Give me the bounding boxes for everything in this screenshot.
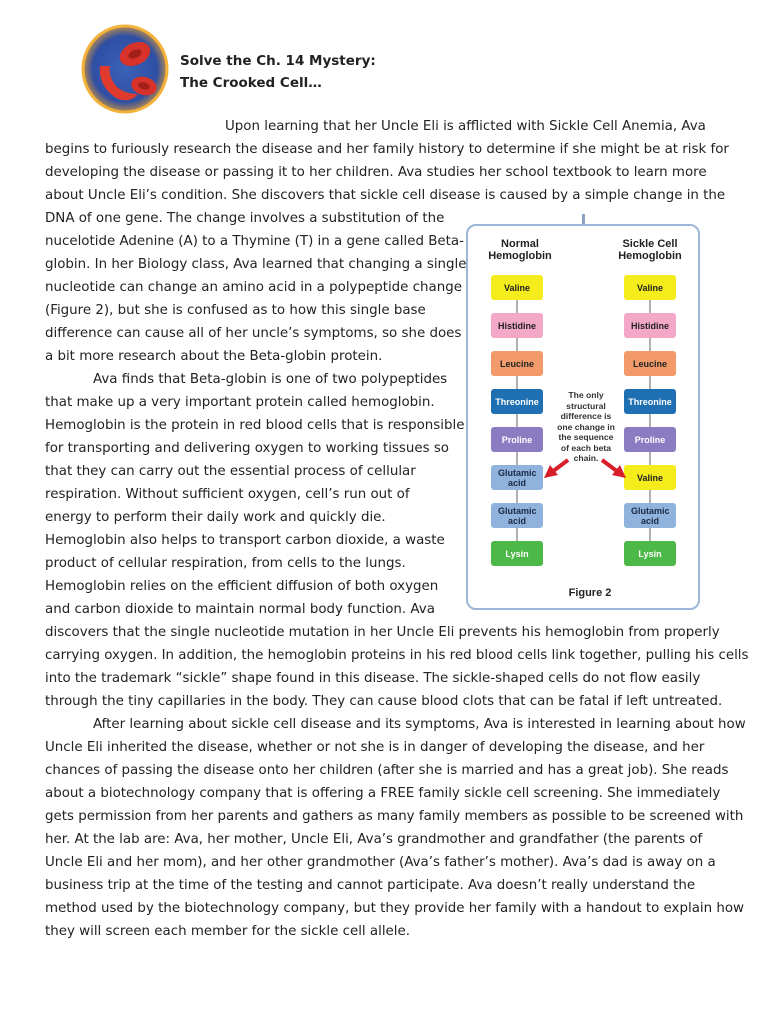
body-line: they will screen each member for the sickle cell allele.: [45, 924, 410, 939]
body-line: difference can cause all of her uncle’s symptoms, so she does: [45, 326, 462, 341]
red-blood-cell-icon: [80, 24, 170, 114]
body-line: chances of passing the disease onto her children (after she is married and has a great job). She reads: [45, 763, 729, 778]
sickle-amino-acid: [624, 503, 676, 528]
amino-acid-label: Glutamic acid: [498, 505, 537, 526]
normal-amino-acid: Leucine: [491, 351, 543, 376]
body-line: After learning about sickle cell disease and its symptoms, Ava is interested in learning about how: [93, 717, 746, 732]
body-line: begins to furiously research the disease and her family history to determine if she might be at risk for: [45, 142, 729, 157]
sickle-heading-text: Sickle Cell Hemoglobin: [618, 238, 682, 262]
body-line: business trip at the time of the testing and cannot participate. Ava doesn’t really understand the: [45, 878, 696, 893]
normal-heading-text: Normal Hemoglobin: [488, 238, 552, 262]
title-line-2: The Crooked Cell…: [180, 75, 322, 91]
body-line: her. At the lab are: Ava, her mother, Uncle Eli, Ava’s grandmother and grandfather (the parents of: [45, 832, 703, 847]
body-line: for transporting and delivering oxygen to working tissues so: [45, 441, 449, 456]
sickle-amino-acid: Threonine: [624, 389, 676, 414]
body-line: nucelotide Adenine (A) to a Thymine (T) in a gene called Beta-: [45, 234, 464, 249]
body-line: globin. In her Biology class, Ava learned that changing a single: [45, 257, 467, 272]
body-line: that they can carry out the essential process of cellular: [45, 464, 416, 479]
body-line: (Figure 2), but she is confused as to how this single base: [45, 303, 426, 318]
figure-note: The only structural difference is one change in the sequence of each beta chain.: [557, 390, 615, 463]
title-line-1: Solve the Ch. 14 Mystery:: [180, 53, 376, 69]
body-line: into the trademark “sickle” shape found in this disease. The sickle-shaped cells do not flow easily: [45, 671, 701, 686]
body-line: carrying oxygen. In addition, the hemoglobin proteins in his red blood cells link together, pulling his cells: [45, 648, 749, 663]
amino-acid-label: Glutamic acid: [498, 467, 537, 488]
body-line: developing the disease or passing it to her children. Ava studies her school textbook to learn more: [45, 165, 707, 180]
page-title: [180, 50, 376, 94]
body-line: energy to perform their daily work and quickly die.: [45, 510, 386, 525]
normal-amino-acid: [491, 465, 543, 490]
sickle-amino-acid: Valine: [624, 465, 676, 490]
body-line: about Uncle Eli’s condition. She discovers that sickle cell disease is caused by a simple change in the: [45, 188, 726, 203]
normal-amino-acid: Threonine: [491, 389, 543, 414]
normal-amino-acid: Valine: [491, 275, 543, 300]
body-line: Hemoglobin is the protein in red blood cells that is responsible: [45, 418, 465, 433]
body-line: Ava finds that Beta-globin is one of two polypeptides: [93, 372, 448, 387]
sickle-heading: [610, 238, 690, 262]
body-line: Hemoglobin also helps to transport carbon dioxide, a waste: [45, 533, 445, 548]
sickle-amino-acid: Proline: [624, 427, 676, 452]
body-line: and carbon dioxide to maintain normal body function. Ava: [45, 602, 435, 617]
left-arrow-icon: [544, 460, 568, 478]
arrows: [540, 448, 630, 488]
body-line: through the tiny capillaries in the body. They can cause blood clots that can be fatal if left untreated.: [45, 694, 723, 709]
figure-caption: Figure 2: [568, 587, 612, 599]
normal-amino-acid: Lysin: [491, 541, 543, 566]
body-line: Upon learning that her Uncle Eli is afflicted with Sickle Cell Anemia, Ava: [225, 119, 706, 134]
sickle-amino-acid: Leucine: [624, 351, 676, 376]
normal-amino-acid: [491, 503, 543, 528]
body-line: a bit more research about the Beta-globin protein.: [45, 349, 383, 364]
body-line: method used by the biotechnology company, but they provide her family with a handout to explain how: [45, 901, 744, 916]
amino-acid-label: Glutamic acid: [631, 505, 670, 526]
body-line: Hemoglobin relies on the efficient diffusion of both oxygen: [45, 579, 439, 594]
body-line: about a biotechnology company that is offering a FREE family sickle cell screening. She immediately: [45, 786, 721, 801]
right-arrow-icon: [602, 460, 626, 478]
sickle-amino-acid: Valine: [624, 275, 676, 300]
normal-amino-acid: Histidine: [491, 313, 543, 338]
body-line: respiration. Without sufficient oxygen, cell’s run out of: [45, 487, 410, 502]
body-line: product of cellular respiration, from cells to the lungs.: [45, 556, 406, 571]
body-line: Uncle Eli inherited the disease, whether or not she is in danger of developing the disease, and her: [45, 740, 705, 755]
normal-heading: [480, 238, 560, 262]
normal-amino-acid: Proline: [491, 427, 543, 452]
body-line: nucleotide can change an amino acid in a polypeptide change: [45, 280, 462, 295]
body-line: Uncle Eli and her mom), and her other grandmother (Ava’s father’s mother). Ava’s dad is away on a: [45, 855, 716, 870]
body-line: discovers that the single nucleotide mutation in her Uncle Eli prevents his hemoglobin from properly: [45, 625, 720, 640]
sickle-amino-acid: Lysin: [624, 541, 676, 566]
sickle-amino-acid: Histidine: [624, 313, 676, 338]
body-line: DNA of one gene. The change involves a substitution of the: [45, 211, 445, 226]
body-line: that make up a very important protein called hemoglobin.: [45, 395, 435, 410]
body-line: gets permission from her parents and gathers as many family members as possible to be screened with: [45, 809, 744, 824]
